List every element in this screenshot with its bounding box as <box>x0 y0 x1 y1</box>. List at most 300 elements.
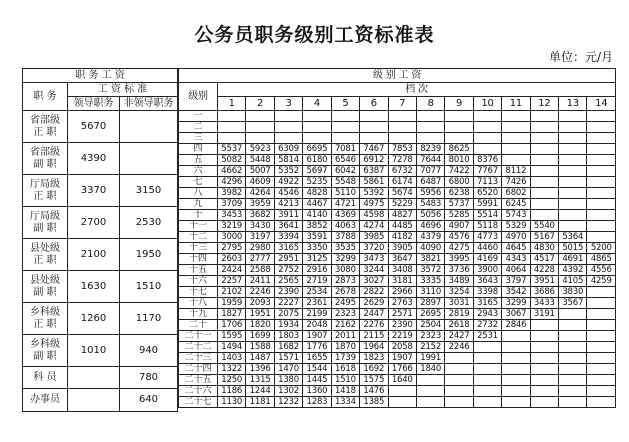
salary-value: 1283 <box>303 397 331 408</box>
position-name: 县处级 副 职 <box>23 271 68 303</box>
salary-value: 7278 <box>388 155 416 166</box>
salary-value: 4975 <box>360 199 388 210</box>
table-row <box>179 155 616 166</box>
salary-value: 4064 <box>502 265 530 276</box>
salary-value <box>502 155 530 166</box>
salary-standard-header: 工 资 标 准 <box>68 83 178 97</box>
salary-value: 3797 <box>502 276 530 287</box>
salary-value: 1322 <box>218 364 246 375</box>
nonleader-salary <box>120 143 178 175</box>
leader-column-header: 领导职务 <box>68 97 120 111</box>
salary-value: 2719 <box>303 276 331 287</box>
salary-value: 1575 <box>360 375 388 386</box>
salary-value: 2390 <box>388 320 416 331</box>
salary-value: 3254 <box>445 287 473 298</box>
salary-value: 3197 <box>246 232 274 243</box>
salary-value <box>246 111 274 122</box>
salary-value: 4274 <box>360 221 388 232</box>
salary-value: 5235 <box>303 177 331 188</box>
salary-value: 4213 <box>274 199 302 210</box>
salary-value: 1181 <box>246 397 274 408</box>
salary-value <box>587 122 616 133</box>
salary-value <box>587 397 616 408</box>
table-row <box>23 389 178 412</box>
nonleader-salary: 2530 <box>120 207 178 239</box>
salary-value: 5814 <box>274 155 302 166</box>
leader-salary <box>68 367 120 389</box>
step-number: 4 <box>303 97 331 111</box>
salary-value: 3788 <box>331 232 359 243</box>
salary-value: 1823 <box>360 353 388 364</box>
table-row <box>179 232 616 243</box>
salary-value: 4828 <box>303 188 331 199</box>
salary-value <box>587 210 616 221</box>
salary-value: 2819 <box>445 309 473 320</box>
salary-value <box>587 386 616 397</box>
salary-value <box>416 386 444 397</box>
level-rank: 一 <box>179 111 218 122</box>
nonleader-salary: 780 <box>120 367 178 389</box>
salary-value: 1396 <box>246 364 274 375</box>
salary-value <box>502 397 530 408</box>
salary-value <box>303 111 331 122</box>
step-number: 5 <box>331 97 359 111</box>
salary-value: 1640 <box>388 375 416 386</box>
salary-value <box>473 133 501 144</box>
salary-value: 2276 <box>360 320 388 331</box>
salary-value <box>530 166 558 177</box>
salary-value: 3959 <box>246 199 274 210</box>
salary-value: 3181 <box>388 276 416 287</box>
salary-value: 4691 <box>559 254 587 265</box>
salary-value: 4275 <box>445 243 473 254</box>
table-row <box>179 122 616 133</box>
salary-value: 6546 <box>331 155 359 166</box>
level-rank: 九 <box>179 199 218 210</box>
salary-value: 6800 <box>445 177 473 188</box>
salary-value: 2115 <box>360 331 388 342</box>
salary-value: 2777 <box>246 254 274 265</box>
salary-value: 7077 <box>416 166 444 177</box>
salary-value: 3821 <box>416 254 444 265</box>
salary-value: 3542 <box>502 287 530 298</box>
salary-value: 4090 <box>416 243 444 254</box>
salary-value <box>388 133 416 144</box>
salary-value: 4105 <box>559 276 587 287</box>
step-number: 2 <box>246 97 274 111</box>
salary-value: 2323 <box>416 331 444 342</box>
salary-value: 4264 <box>246 188 274 199</box>
salary-value <box>246 122 274 133</box>
salary-value: 3219 <box>218 221 246 232</box>
salary-value: 4922 <box>274 177 302 188</box>
salary-value: 2916 <box>303 265 331 276</box>
salary-value: 1334 <box>331 397 359 408</box>
salary-value: 1380 <box>274 375 302 386</box>
leader-salary: 1260 <box>68 303 120 335</box>
table-row <box>179 375 616 386</box>
salary-value <box>473 364 501 375</box>
salary-value: 5364 <box>559 232 587 243</box>
salary-value: 2732 <box>473 320 501 331</box>
table-row <box>179 353 616 364</box>
salary-value: 1385 <box>360 397 388 408</box>
step-number: 12 <box>530 97 558 111</box>
table-row <box>23 367 178 389</box>
salary-value: 2199 <box>303 309 331 320</box>
salary-value: 2752 <box>274 265 302 276</box>
salary-value: 3350 <box>303 243 331 254</box>
salary-value <box>587 188 616 199</box>
salary-value: 2447 <box>360 309 388 320</box>
salary-value: 5861 <box>360 177 388 188</box>
salary-value: 1250 <box>218 375 246 386</box>
salary-value <box>559 210 587 221</box>
level-rank: 十九 <box>179 309 218 320</box>
salary-value: 4343 <box>502 254 530 265</box>
level-rank: 十七 <box>179 287 218 298</box>
salary-value: 4460 <box>473 243 501 254</box>
position-salary-header: 职 务 工 资 <box>23 69 178 83</box>
level-rank: 十 <box>179 210 218 221</box>
salary-value: 2246 <box>445 342 473 353</box>
salary-value: 6238 <box>445 188 473 199</box>
salary-value: 2822 <box>360 287 388 298</box>
table-row <box>179 199 616 210</box>
salary-value: 2424 <box>218 265 246 276</box>
salary-value: 3489 <box>445 276 473 287</box>
salary-value: 4517 <box>530 254 558 265</box>
leader-salary: 4390 <box>68 143 120 175</box>
salary-value <box>587 155 616 166</box>
salary-value: 2571 <box>388 309 416 320</box>
salary-value: 2943 <box>473 309 501 320</box>
salary-value <box>530 331 558 342</box>
salary-value <box>473 397 501 408</box>
salary-value: 3433 <box>530 298 558 309</box>
salary-value <box>587 331 616 342</box>
salary-value: 3911 <box>274 210 302 221</box>
salary-value <box>559 177 587 188</box>
table-row <box>23 335 178 367</box>
salary-value <box>559 320 587 331</box>
salary-value: 2495 <box>331 298 359 309</box>
salary-value: 5229 <box>388 199 416 210</box>
salary-value: 3080 <box>331 265 359 276</box>
salary-value: 1445 <box>303 375 331 386</box>
salary-value: 5167 <box>530 232 558 243</box>
salary-value: 3398 <box>473 287 501 298</box>
salary-value: 5483 <box>416 199 444 210</box>
table-row <box>179 221 616 232</box>
salary-value <box>388 386 416 397</box>
salary-value: 2531 <box>473 331 501 342</box>
salary-value <box>331 111 359 122</box>
salary-value: 1544 <box>303 364 331 375</box>
salary-value <box>559 155 587 166</box>
salary-value: 5737 <box>445 199 473 210</box>
salary-value: 1827 <box>218 309 246 320</box>
position-column-header: 职 务 <box>23 83 68 111</box>
salary-value: 4721 <box>331 199 359 210</box>
salary-value <box>502 144 530 155</box>
table-row <box>23 175 178 207</box>
salary-value <box>445 133 473 144</box>
salary-value: 6520 <box>473 188 501 199</box>
salary-value <box>587 232 616 243</box>
salary-value <box>473 111 501 122</box>
level-rank: 八 <box>179 188 218 199</box>
table-row <box>179 364 616 375</box>
salary-value: 1699 <box>246 331 274 342</box>
salary-value <box>559 364 587 375</box>
salary-value <box>587 353 616 364</box>
salary-value: 3641 <box>274 221 302 232</box>
page-title: 公务员职务级别工资标准表 <box>194 24 435 46</box>
salary-value <box>445 122 473 133</box>
salary-value: 6180 <box>303 155 331 166</box>
table-row <box>179 210 616 221</box>
salary-value <box>473 353 501 364</box>
salary-value: 8010 <box>445 155 473 166</box>
salary-value: 5448 <box>246 155 274 166</box>
salary-value: 1130 <box>218 397 246 408</box>
salary-value: 8376 <box>473 155 501 166</box>
salary-value: 8239 <box>416 144 444 155</box>
table-row <box>23 303 178 335</box>
level-rank: 十四 <box>179 254 218 265</box>
salary-value <box>502 133 530 144</box>
salary-value: 6487 <box>416 177 444 188</box>
step-number: 11 <box>502 97 530 111</box>
table-row <box>23 111 178 143</box>
nonleader-salary <box>120 111 178 143</box>
position-salary-table <box>22 68 178 412</box>
table-row <box>179 144 616 155</box>
salary-value: 1706 <box>218 320 246 331</box>
salary-value: 2763 <box>388 298 416 309</box>
salary-value <box>502 353 530 364</box>
salary-value: 1907 <box>388 353 416 364</box>
salary-value <box>587 320 616 331</box>
salary-value: 3720 <box>360 243 388 254</box>
salary-value: 3000 <box>218 232 246 243</box>
nonleader-salary: 1510 <box>120 271 178 303</box>
salary-value: 6387 <box>360 166 388 177</box>
salary-value <box>559 331 587 342</box>
salary-value: 2695 <box>416 309 444 320</box>
table-row <box>179 166 616 177</box>
level-rank: 十二 <box>179 232 218 243</box>
salary-value <box>416 111 444 122</box>
table-row <box>179 243 616 254</box>
salary-value: 3244 <box>360 265 388 276</box>
salary-value: 3900 <box>473 265 501 276</box>
salary-value: 4827 <box>388 210 416 221</box>
salary-value: 3299 <box>331 254 359 265</box>
salary-value <box>530 133 558 144</box>
salary-value: 3408 <box>388 265 416 276</box>
salary-value: 6695 <box>303 144 331 155</box>
salary-value: 2427 <box>445 331 473 342</box>
salary-value <box>502 111 530 122</box>
salary-value: 5674 <box>388 188 416 199</box>
unit-label: 单位：元/月 <box>548 50 613 64</box>
table-row <box>23 143 178 175</box>
table-row <box>179 298 616 309</box>
salary-value: 6309 <box>274 144 302 155</box>
salary-value: 3299 <box>502 298 530 309</box>
position-name: 科 员 <box>23 367 68 389</box>
salary-value <box>331 133 359 144</box>
step-number: 6 <box>360 97 388 111</box>
salary-value: 3191 <box>530 309 558 320</box>
salary-value: 2323 <box>331 309 359 320</box>
salary-value: 1655 <box>303 353 331 364</box>
salary-value: 1315 <box>246 375 274 386</box>
salary-value <box>388 111 416 122</box>
salary-value <box>502 331 530 342</box>
salary-value <box>530 353 558 364</box>
salary-value: 5743 <box>502 210 530 221</box>
leader-salary: 3370 <box>68 175 120 207</box>
salary-value: 3982 <box>218 188 246 199</box>
salary-value: 1588 <box>246 342 274 353</box>
salary-value <box>587 199 616 210</box>
level-rank: 二十七 <box>179 397 218 408</box>
salary-value: 5548 <box>331 177 359 188</box>
salary-value <box>416 133 444 144</box>
salary-value <box>530 188 558 199</box>
salary-value: 1186 <box>218 386 246 397</box>
salary-value <box>473 122 501 133</box>
step-number: 9 <box>445 97 473 111</box>
salary-value: 2390 <box>274 287 302 298</box>
salary-value <box>530 210 558 221</box>
level-rank: 二十 <box>179 320 218 331</box>
salary-value: 8625 <box>445 144 473 155</box>
step-number: 1 <box>218 97 246 111</box>
step-number: 13 <box>559 97 587 111</box>
salary-value: 5956 <box>416 188 444 199</box>
salary-value: 1244 <box>246 386 274 397</box>
position-name: 乡科级 正 职 <box>23 303 68 335</box>
salary-value: 1682 <box>274 342 302 353</box>
level-rank: 十三 <box>179 243 218 254</box>
salary-value: 1870 <box>331 342 359 353</box>
salary-value: 2058 <box>388 342 416 353</box>
salary-value <box>274 111 302 122</box>
salary-value <box>530 111 558 122</box>
table-row <box>23 271 178 303</box>
salary-value: 6245 <box>502 199 530 210</box>
salary-value <box>473 375 501 386</box>
salary-value: 4063 <box>331 221 359 232</box>
salary-value: 1487 <box>246 353 274 364</box>
salary-value: 4970 <box>502 232 530 243</box>
table-row <box>179 386 616 397</box>
salary-value: 1494 <box>218 342 246 353</box>
salary-value: 1776 <box>303 342 331 353</box>
table-row <box>179 254 616 265</box>
salary-value: 1840 <box>416 364 444 375</box>
salary-value: 1618 <box>331 364 359 375</box>
salary-value <box>388 397 416 408</box>
salary-value: 3736 <box>445 265 473 276</box>
salary-value: 1403 <box>218 353 246 364</box>
salary-value: 1739 <box>331 353 359 364</box>
salary-value: 2162 <box>331 320 359 331</box>
salary-value: 4865 <box>587 254 616 265</box>
salary-value: 4169 <box>473 254 501 265</box>
salary-value <box>303 133 331 144</box>
salary-value: 2534 <box>303 287 331 298</box>
salary-value <box>559 188 587 199</box>
salary-value: 4467 <box>303 199 331 210</box>
leader-salary: 2700 <box>68 207 120 239</box>
step-number: 8 <box>416 97 444 111</box>
salary-value: 5540 <box>530 221 558 232</box>
salary-value: 4392 <box>559 265 587 276</box>
leader-salary: 1630 <box>68 271 120 303</box>
level-salary-table <box>178 68 616 408</box>
salary-value: 4696 <box>416 221 444 232</box>
salary-value: 1510 <box>331 375 359 386</box>
salary-value <box>502 386 530 397</box>
salary-value <box>587 309 616 320</box>
table-row <box>179 188 616 199</box>
salary-value <box>587 166 616 177</box>
salary-value: 5329 <box>502 221 530 232</box>
salary-value: 3985 <box>360 232 388 243</box>
salary-value: 3709 <box>218 199 246 210</box>
position-name: 厅局级 副 职 <box>23 207 68 239</box>
salary-value: 3335 <box>416 276 444 287</box>
salary-value: 2565 <box>274 276 302 287</box>
level-rank: 十六 <box>179 276 218 287</box>
salary-value: 4140 <box>303 210 331 221</box>
salary-value <box>559 397 587 408</box>
salary-value <box>274 133 302 144</box>
level-rank: 三 <box>179 133 218 144</box>
salary-value: 2152 <box>416 342 444 353</box>
table-row <box>179 133 616 144</box>
salary-value <box>587 298 616 309</box>
salary-value: 1907 <box>303 331 331 342</box>
salary-value: 2011 <box>331 331 359 342</box>
salary-value <box>587 287 616 298</box>
salary-value: 2678 <box>331 287 359 298</box>
table-row <box>179 320 616 331</box>
salary-value: 6174 <box>388 177 416 188</box>
leader-salary <box>68 389 120 412</box>
salary-value: 7467 <box>360 144 388 155</box>
salary-value <box>530 397 558 408</box>
salary-value <box>559 122 587 133</box>
salary-value <box>502 364 530 375</box>
salary-value <box>530 364 558 375</box>
salary-value: 2361 <box>303 298 331 309</box>
salary-value <box>587 342 616 353</box>
salary-value: 5110 <box>331 188 359 199</box>
step-number: 7 <box>388 97 416 111</box>
salary-value <box>530 144 558 155</box>
position-name: 省部级 副 职 <box>23 143 68 175</box>
salary-value: 2629 <box>360 298 388 309</box>
salary-value: 4598 <box>360 210 388 221</box>
level-column-header: 级别 <box>179 83 218 111</box>
salary-value: 2951 <box>274 254 302 265</box>
